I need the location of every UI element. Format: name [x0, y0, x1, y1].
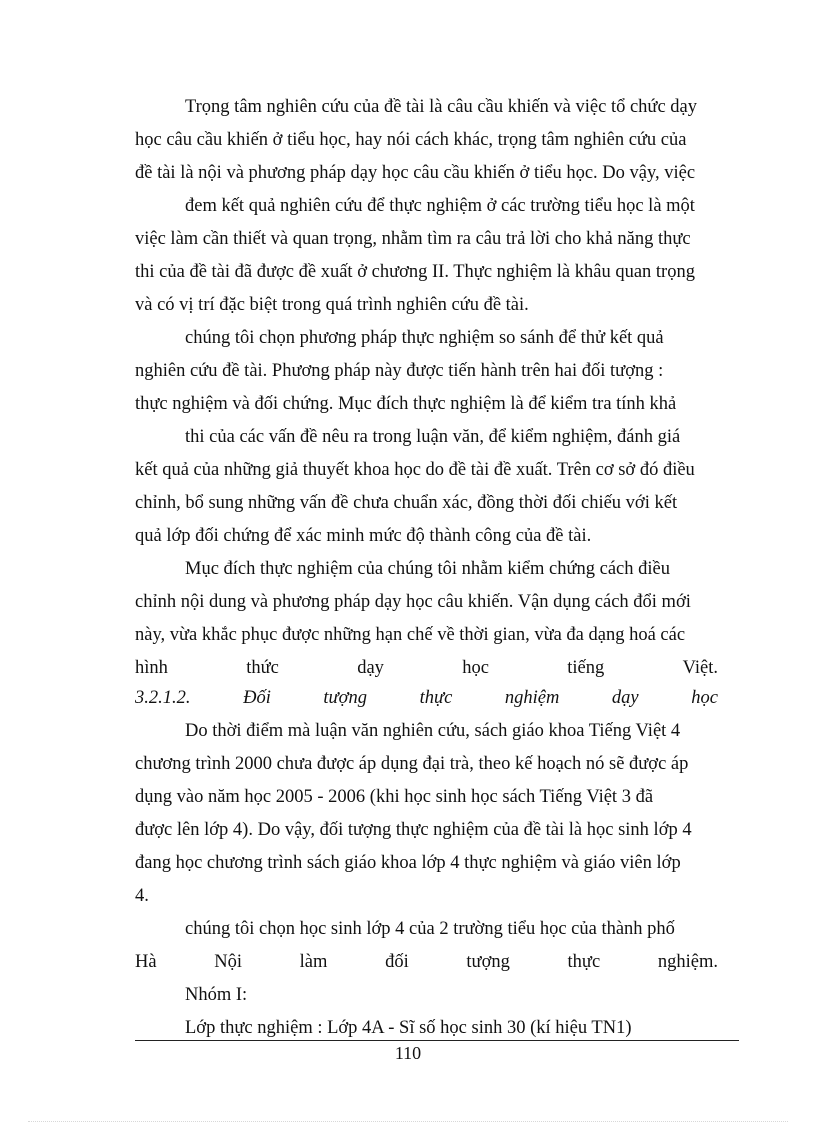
heading-word: học — [691, 688, 718, 708]
word: Hà — [135, 952, 157, 972]
paragraph-line: chương trình 2000 chưa được áp dụng đại trà, theo kế hoạch nó sẽ được áp — [135, 754, 689, 774]
paragraph-line: này, vừa khắc phục được những hạn chế về thời gian, vừa đa dạng hoá các — [135, 625, 686, 645]
heading-word: dạy — [611, 688, 639, 708]
word: Nội — [214, 952, 242, 972]
paragraph-line: đang học chương trình sách giáo khoa lớp 4 thực nghiệm và giáo viên lớp — [135, 853, 681, 873]
word: Việt. — [682, 658, 718, 678]
page-edge-dots — [28, 1121, 788, 1122]
word: đối — [385, 952, 409, 972]
paragraph-line: nghiên cứu đề tài. Phương pháp này được tiến hành trên hai đối tượng : — [135, 361, 664, 381]
paragraph-line: quả lớp đối chứng để xác minh mức độ thành công của đề tài. — [135, 526, 592, 546]
paragraph-line: chúng tôi chọn phương pháp thực nghiệm so sánh để thử kết quả — [185, 328, 664, 348]
paragraph-line: Trọng tâm nghiên cứu của đề tài là câu cầu khiến và việc tổ chức dạy — [185, 97, 698, 117]
word: thức — [246, 658, 279, 678]
paragraph-line: đề tài là nội và phương pháp dạy học câu cầu khiến ở tiểu học. Do vậy, việc — [135, 163, 696, 183]
heading-word: Đối — [243, 688, 271, 708]
heading-word: 3.2.1.2. — [135, 688, 191, 708]
heading-word: thực — [419, 688, 453, 708]
paragraph-line: đem kết quả nghiên cứu để thực nghiệm ở các trường tiểu học là một — [185, 196, 695, 216]
paragraph-line: Lớp thực nghiệm : Lớp 4A - Sĩ số học sinh 30 (kí hiệu TN1) — [185, 1018, 632, 1038]
paragraph-line: thực nghiệm và đối chứng. Mục đích thực nghiệm là để kiểm tra tính khả — [135, 394, 677, 414]
paragraph-line: Mục đích thực nghiệm của chúng tôi nhằm kiểm chứng cách điều — [185, 559, 670, 579]
section-heading — [135, 686, 718, 710]
group-label: Nhóm I: — [185, 985, 248, 1005]
footer-divider — [135, 1040, 739, 1041]
paragraph-line: chúng tôi chọn học sinh lớp 4 của 2 trường tiểu học của thành phố — [185, 919, 675, 939]
paragraph-line: chỉnh nội dung và phương pháp dạy học câu khiến. Vận dụng cách đổi mới — [135, 592, 691, 612]
word: tiếng — [567, 658, 605, 678]
word: dạy — [357, 658, 384, 678]
paragraph-line: việc làm cần thiết và quan trọng, nhằm tìm ra câu trả lời cho khả năng thực — [135, 229, 691, 249]
paragraph-line: dụng vào năm học 2005 - 2006 (khi học sinh học sách Tiếng Việt 3 đã — [135, 787, 654, 807]
word: hình — [135, 658, 168, 678]
word: tượng — [466, 952, 510, 972]
heading-word: nghiệm — [504, 688, 560, 708]
justified-line — [135, 950, 718, 974]
word: nghiệm. — [657, 952, 718, 972]
paragraph-line: kết quả của những giả thuyết khoa học do đề tài đề xuất. Trên cơ sở đó điều — [135, 460, 695, 480]
word: thực — [567, 952, 601, 972]
paragraph-line: Do thời điểm mà luận văn nghiên cứu, sách giáo khoa Tiếng Việt 4 — [185, 721, 681, 741]
paragraph-line: thi của các vấn đề nêu ra trong luận văn, để kiểm nghiệm, đánh giá — [185, 427, 681, 447]
paragraph-line: chỉnh, bổ sung những vấn đề chưa chuẩn xác, đồng thời đối chiếu với kết — [135, 493, 678, 513]
word: học — [462, 658, 489, 678]
paragraph-line: và có vị trí đặc biệt trong quá trình nghiên cứu đề tài. — [135, 295, 529, 315]
paragraph-line: 4. — [135, 886, 149, 906]
page-number: 110 — [394, 1043, 422, 1063]
word: làm — [299, 952, 328, 972]
paragraph-line: học câu cầu khiến ở tiểu học, hay nói cách khác, trọng tâm nghiên cứu của — [135, 130, 687, 150]
paragraph-line: thi của đề tài đã được đề xuất ở chương II. Thực nghiệm là khâu quan trọng — [135, 262, 695, 282]
justified-line — [135, 656, 718, 680]
heading-word: tượng — [323, 688, 368, 708]
paragraph-line: được lên lớp 4). Do vậy, đối tượng thực nghiệm của đề tài là học sinh lớp 4 — [135, 820, 692, 840]
